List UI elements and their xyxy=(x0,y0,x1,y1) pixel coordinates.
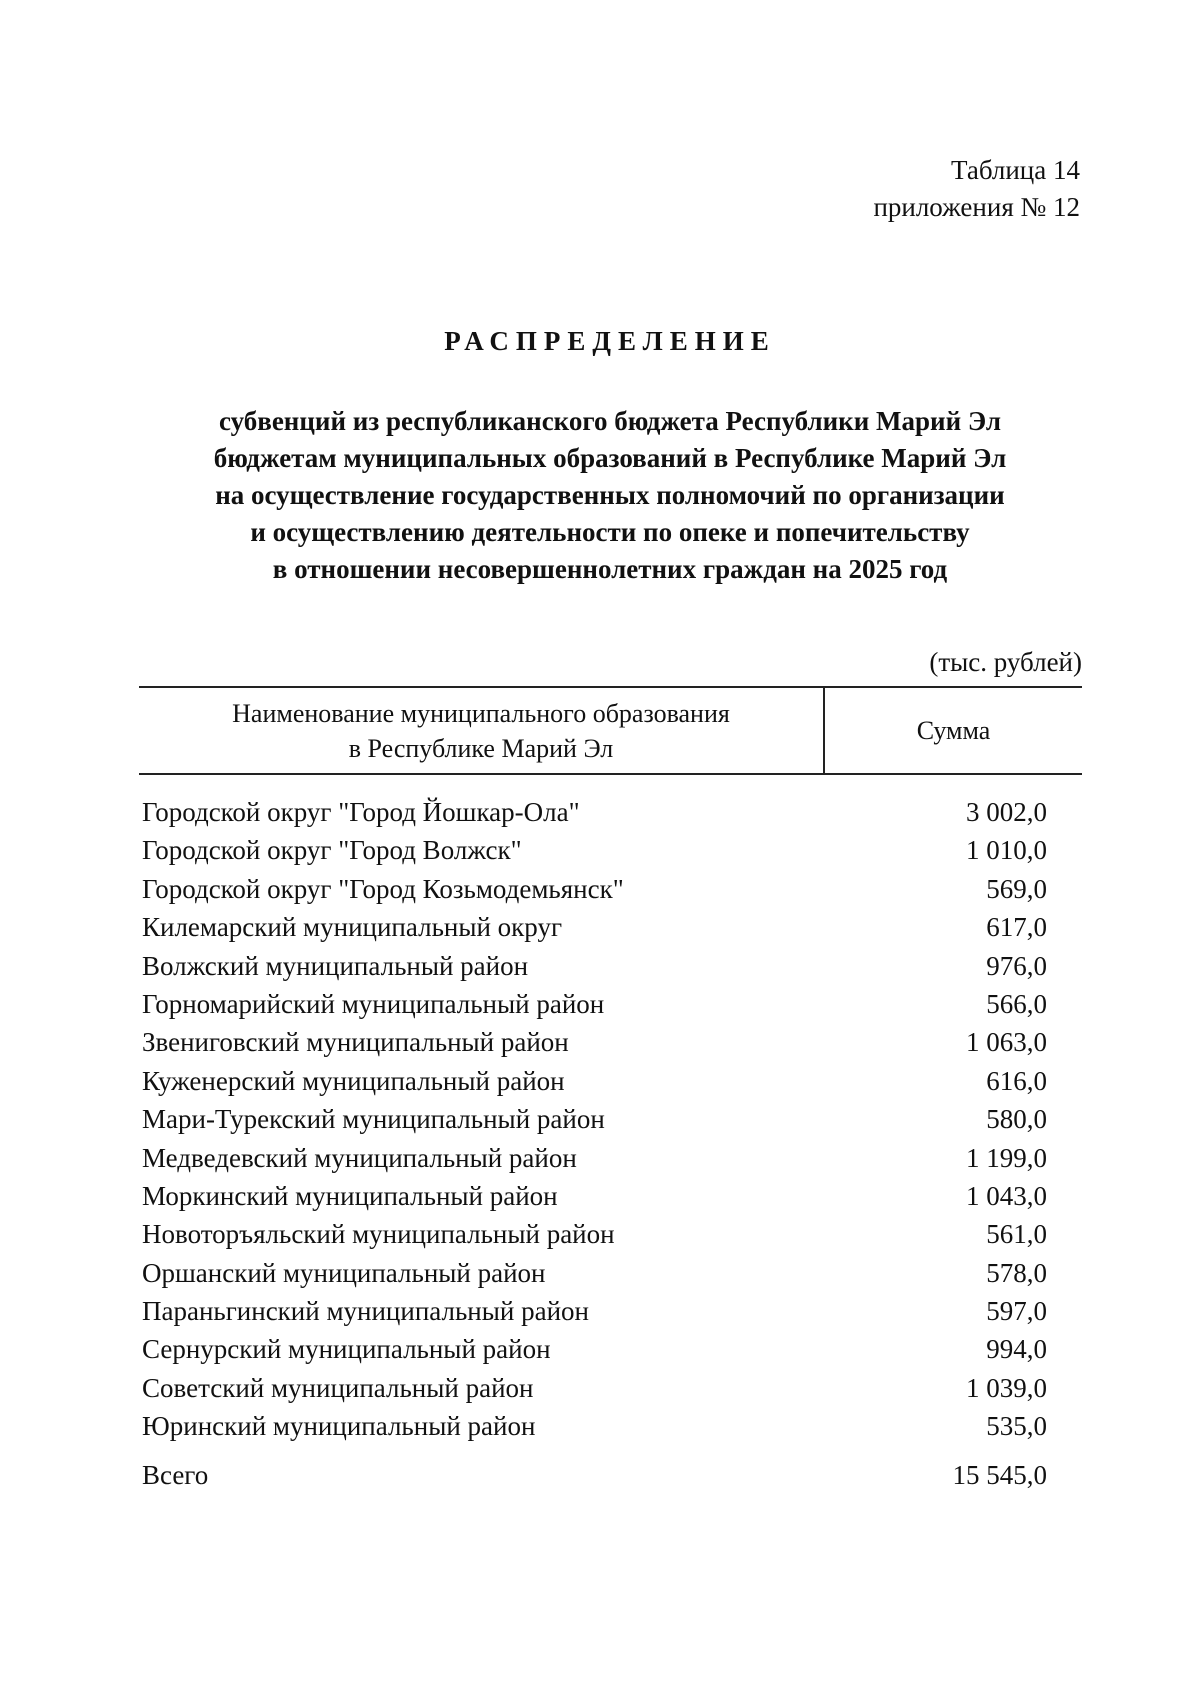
row-name: Параньгинский муниципальный район xyxy=(142,1296,589,1327)
row-value: 616,0 xyxy=(986,1065,1047,1096)
table-row xyxy=(142,1296,1047,1334)
row-name: Звениговский муниципальный район xyxy=(142,1027,569,1058)
appendix-number: приложения № 12 xyxy=(873,192,1080,222)
table-row xyxy=(142,1143,1047,1181)
table-row xyxy=(142,1373,1047,1411)
row-name: Килемарский муниципальный округ xyxy=(142,912,563,943)
units-label: (тыс. рублей) xyxy=(929,647,1082,677)
row-name: Советский муниципальный район xyxy=(142,1372,534,1403)
table-row xyxy=(142,1104,1047,1142)
row-name: Горномарийский муниципальный район xyxy=(142,988,605,1019)
row-value: 617,0 xyxy=(986,912,1047,943)
row-name: Новоторъяльский муниципальный район xyxy=(142,1219,615,1250)
subtitle-line: в отношении несовершеннолетних граждан на 2025 год xyxy=(272,554,948,584)
row-name: Городской округ "Город Волжск" xyxy=(142,835,522,866)
table-row xyxy=(142,951,1047,989)
row-value: 1 010,0 xyxy=(966,835,1047,866)
row-value: 1 063,0 xyxy=(966,1027,1047,1058)
total-label: Всего xyxy=(142,1460,209,1490)
row-name: Мари-Турекский муниципальный район xyxy=(142,1104,605,1135)
row-value: 976,0 xyxy=(986,950,1047,981)
table-row xyxy=(142,989,1047,1027)
header-sum-cell: Сумма xyxy=(916,715,991,745)
row-name: Оршанский муниципальный район xyxy=(142,1257,546,1288)
row-value: 994,0 xyxy=(986,1334,1047,1365)
document-title: РАСПРЕДЕЛЕНИЕ xyxy=(444,326,776,356)
table-row xyxy=(142,1027,1047,1065)
header-name-line: Наименование муниципального образования xyxy=(232,698,730,728)
table-row xyxy=(142,797,1047,835)
table-number: Таблица 14 xyxy=(951,155,1080,185)
table-row xyxy=(142,912,1047,950)
row-value: 1 199,0 xyxy=(966,1142,1047,1173)
subtitle-line: субвенций из республиканского бюджета Республики Марий Эл xyxy=(218,406,1002,436)
table-row xyxy=(142,1181,1047,1219)
table-body xyxy=(142,797,1047,1450)
total-value: 15 545,0 xyxy=(952,1460,1047,1490)
row-value: 578,0 xyxy=(986,1257,1047,1288)
table-row xyxy=(142,1411,1047,1449)
header-name-cell xyxy=(139,688,825,773)
row-name: Юринский муниципальный район xyxy=(142,1411,536,1442)
row-value: 535,0 xyxy=(986,1411,1047,1442)
row-value: 1 043,0 xyxy=(966,1180,1047,1211)
row-name: Сернурский муниципальный район xyxy=(142,1334,551,1365)
header-name-line: в Республике Марий Эл xyxy=(348,733,614,763)
row-name: Городской округ "Город Козьмодемьянск" xyxy=(142,873,624,904)
row-value: 597,0 xyxy=(986,1296,1047,1327)
row-name: Куженерский муниципальный район xyxy=(142,1065,565,1096)
table-row xyxy=(142,835,1047,873)
subtitle-line: на осуществление государственных полномочий по организации xyxy=(215,480,1005,510)
table-header xyxy=(139,686,1082,775)
table-row xyxy=(142,1066,1047,1104)
document-subtitle xyxy=(0,403,1200,588)
table-row xyxy=(142,874,1047,912)
table-row xyxy=(142,1219,1047,1257)
row-value: 566,0 xyxy=(986,988,1047,1019)
table-row xyxy=(142,1258,1047,1296)
table-total-row xyxy=(142,1460,1047,1498)
subtitle-line: бюджетам муниципальных образований в Республике Марий Эл xyxy=(213,443,1007,473)
row-name: Медведевский муниципальный район xyxy=(142,1142,577,1173)
row-value: 561,0 xyxy=(986,1219,1047,1250)
row-value: 569,0 xyxy=(986,873,1047,904)
row-name: Моркинский муниципальный район xyxy=(142,1180,558,1211)
row-value: 1 039,0 xyxy=(966,1372,1047,1403)
row-value: 3 002,0 xyxy=(966,797,1047,827)
table-row xyxy=(142,1334,1047,1372)
table-reference xyxy=(873,152,1080,226)
row-name: Волжский муниципальный район xyxy=(142,950,529,981)
row-name: Городской округ "Город Йошкар-Ола" xyxy=(142,797,580,827)
subtitle-line: и осуществлению деятельности по опеке и попечительству xyxy=(250,517,970,547)
row-value: 580,0 xyxy=(986,1104,1047,1135)
